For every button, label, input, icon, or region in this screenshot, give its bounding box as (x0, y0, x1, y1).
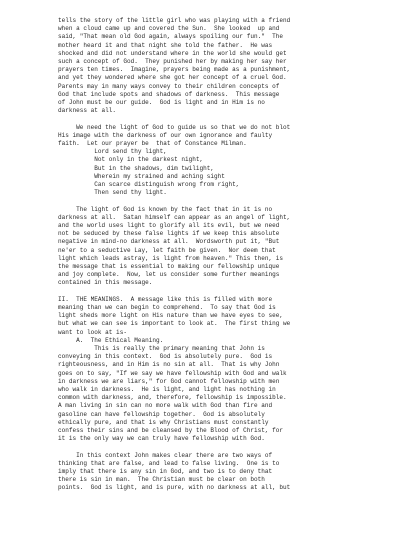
text-line: there is sin in man. The Christian must be clear on both (58, 476, 265, 484)
text-line: who walk in darkness. He is light, and light has nothing in (58, 386, 276, 393)
text-line: A man living in sin can no more walk with God than fire and (58, 402, 273, 410)
text-line: II. THE MEANINGS. A message like this is filled with more (58, 295, 273, 303)
text-line: ne'er to a seductive Lay, let faith be given. Nor deem that (58, 246, 276, 254)
text-line: imply that there is any sin in God, and two is to deny that (58, 468, 273, 475)
text-line: in darkness we are liars," for God cannot fellowship with men (58, 377, 280, 385)
text-line: such a concept of God. They punished her by making her say her (58, 58, 287, 65)
text-line: light which leads astray, is light from heaven." This then, is (58, 254, 283, 262)
text-line: mother heard it and that night she told the father. He was (58, 41, 273, 49)
text-line: We need the light of God to guide us so that we do not blot (58, 123, 291, 131)
text-line: Parents may in many ways convey to their children concepts of (58, 82, 280, 90)
text-line: goes on to say, "If we say we have fellowship with God and walk (58, 369, 287, 377)
text-line: points. God is light, and is pure, with no darkness at all, but (58, 484, 291, 492)
text-line: the message that is essential to making our fellowship unique (58, 263, 280, 270)
text-line: tells the story of the little girl who was playing with a friend (58, 17, 291, 24)
text-line: Not only in the darkest night, (58, 156, 204, 164)
text-line: and the world uses light to glorify all its evil, but we need (58, 222, 280, 229)
text-line: it is the only way we can truly have fellowship with God. (58, 435, 265, 443)
text-line: In this context John makes clear there are two ways of (58, 451, 273, 459)
text-line: contained in this message. (58, 279, 153, 287)
text-line: said, "That mean old God again, always spoiling our fun." The (58, 33, 283, 41)
text-line: Wherein my strained and aching sight (58, 172, 225, 180)
text-line: Then send thy light. (58, 189, 167, 197)
text-line: light sheds more light on His nature than we have eyes to see, (58, 312, 283, 320)
text-line: want to look at is- (58, 328, 127, 336)
text-line: gasoline can have fellowship together. God is absolutely (58, 410, 265, 418)
text-line: darkness at all. (58, 107, 117, 115)
text-line: negative in mind-no darkness at all. Wordsworth put it, "But (58, 238, 280, 246)
text-line: shocked and did not understand where in the world she would get (58, 49, 287, 57)
text-line: Can scarce distinguish wrong from right, (58, 181, 240, 188)
text-line: and yet they wondered where she got her concept of a cruel God. (58, 74, 287, 82)
text-line: His image with the darkness of our own ignorance and faulty (58, 131, 273, 139)
text-line: A. The Ethical Meaning. (58, 336, 164, 344)
text-line: This is really the primary meaning that John is (58, 345, 265, 352)
text-line: prayers ten times. Imagine, prayers being made as a punishment, (58, 66, 291, 74)
text-line: of John must be our guide. God is light and in Him is no (58, 99, 265, 106)
text-line: confess their sins and be cleansed by the Blood of Christ, for (58, 427, 283, 434)
text-line: but what we can see is important to look at. The first thing we (58, 320, 291, 328)
text-line: conveying in this context. God is absolutely pure. God is (58, 353, 273, 361)
text-line: righteousness, and in Him is no sin at all. That is why John (58, 361, 280, 369)
text-line: Lord send thy light, (58, 148, 167, 156)
text-line: faith. Let our prayer be that of Constance Milman. (58, 140, 247, 147)
text-line: thinking that are false, and lead to false living. One is to (58, 459, 280, 467)
text-line: The light of God is known by the fact that in it is no (58, 205, 273, 213)
text-line: when a cloud came up and covered the Sun. She looked up and (58, 25, 280, 33)
text-line: not be seduced by these false lights if we keep this absolute (58, 230, 280, 238)
text-line: ethically pure, and that is why Christians must constantly (58, 418, 269, 426)
text-line: meaning than we can begin to comprehend. To say that God is (58, 304, 276, 311)
text-line: darkness at all. Satan himself can appear as an angel of light, (58, 213, 291, 221)
text-line: common with darkness, and, therefore, fellowship is impossible. (58, 394, 287, 402)
text-line: God that include spots and shadows of darkness. This message (58, 90, 280, 98)
text-line: But in the shadows, dim twilight, (58, 164, 215, 172)
text-line: and joy complete. Now, let us consider some further meanings (58, 271, 280, 279)
